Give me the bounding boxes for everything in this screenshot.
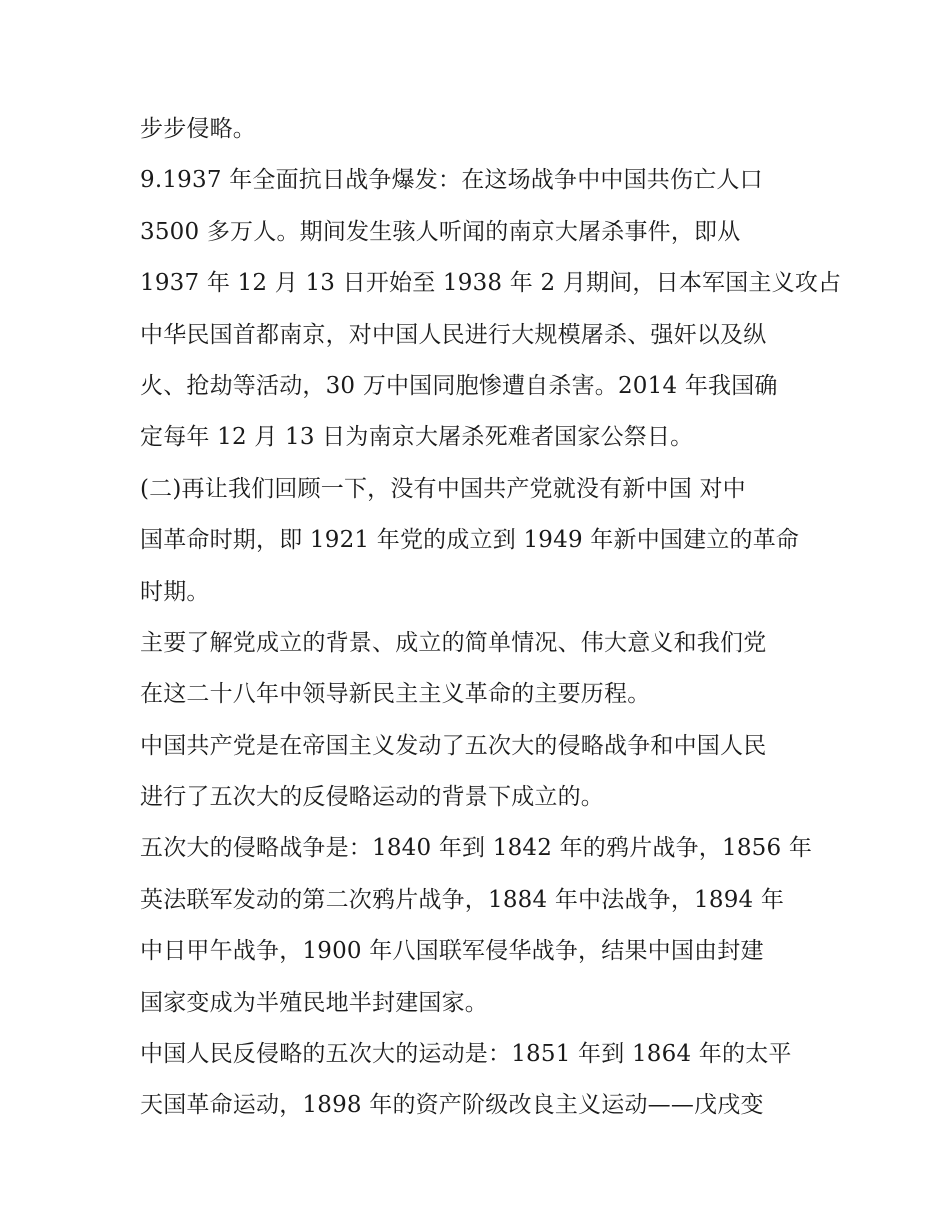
text-line: 国革命时期，即 1921 年党的成立到 1949 年新中国建立的革命 xyxy=(140,527,800,554)
text-line: 中国人民反侵略的五次大的运动是：1851 年到 1864 年的太平 xyxy=(140,1041,792,1068)
text-line: 在这二十八年中领导新民主主义革命的主要历程。 xyxy=(140,681,651,708)
text-line: 中华民国首都南京，对中国人民进行大规模屠杀、强奸以及纵 xyxy=(140,321,767,348)
text-line: 主要了解党成立的背景、成立的简单情况、伟大意义和我们党 xyxy=(140,629,767,656)
text-line: 3500 多万人。期间发生骇人听闻的南京大屠杀事件，即从 xyxy=(140,218,741,245)
document-body xyxy=(140,104,842,1132)
text-line: 1937 年 12 月 13 日开始至 1938 年 2 月期间，日本军国主义攻占 xyxy=(140,270,842,297)
text-line: 火、抢劫等活动，30 万中国同胞惨遭自杀害。2014 年我国确 xyxy=(140,372,778,399)
text-line: 国家变成为半殖民地半封建国家。 xyxy=(140,989,488,1016)
text-line: 中国共产党是在帝国主义发动了五次大的侵略战争和中国人民 xyxy=(140,732,767,759)
text-line: 进行了五次大的反侵略运动的背景下成立的。 xyxy=(140,784,604,811)
text-line: 英法联军发动的第二次鸦片战争，1884 年中法战争，1894 年 xyxy=(140,886,785,913)
text-line: 时期。 xyxy=(140,578,210,605)
text-line: 五次大的侵略战争是：1840 年到 1842 年的鸦片战争，1856 年 xyxy=(140,835,813,862)
text-line: 中日甲午战争，1900 年八国联军侵华战争，结果中国由封建 xyxy=(140,938,764,965)
text-line: 9.1937 年全面抗日战争爆发：在这场战争中中国共伤亡人口 xyxy=(140,167,763,194)
text-line: (二)再让我们回顾一下，没有中国共产党就没有新中国 对中 xyxy=(140,475,746,502)
text-line: 定每年 12 月 13 日为南京大屠杀死难者国家公祭日。 xyxy=(140,424,694,451)
text-line: 步步侵略。 xyxy=(140,116,256,142)
text-line: 天国革命运动，1898 年的资产阶级改良主义运动——戊戌变 xyxy=(140,1092,764,1119)
